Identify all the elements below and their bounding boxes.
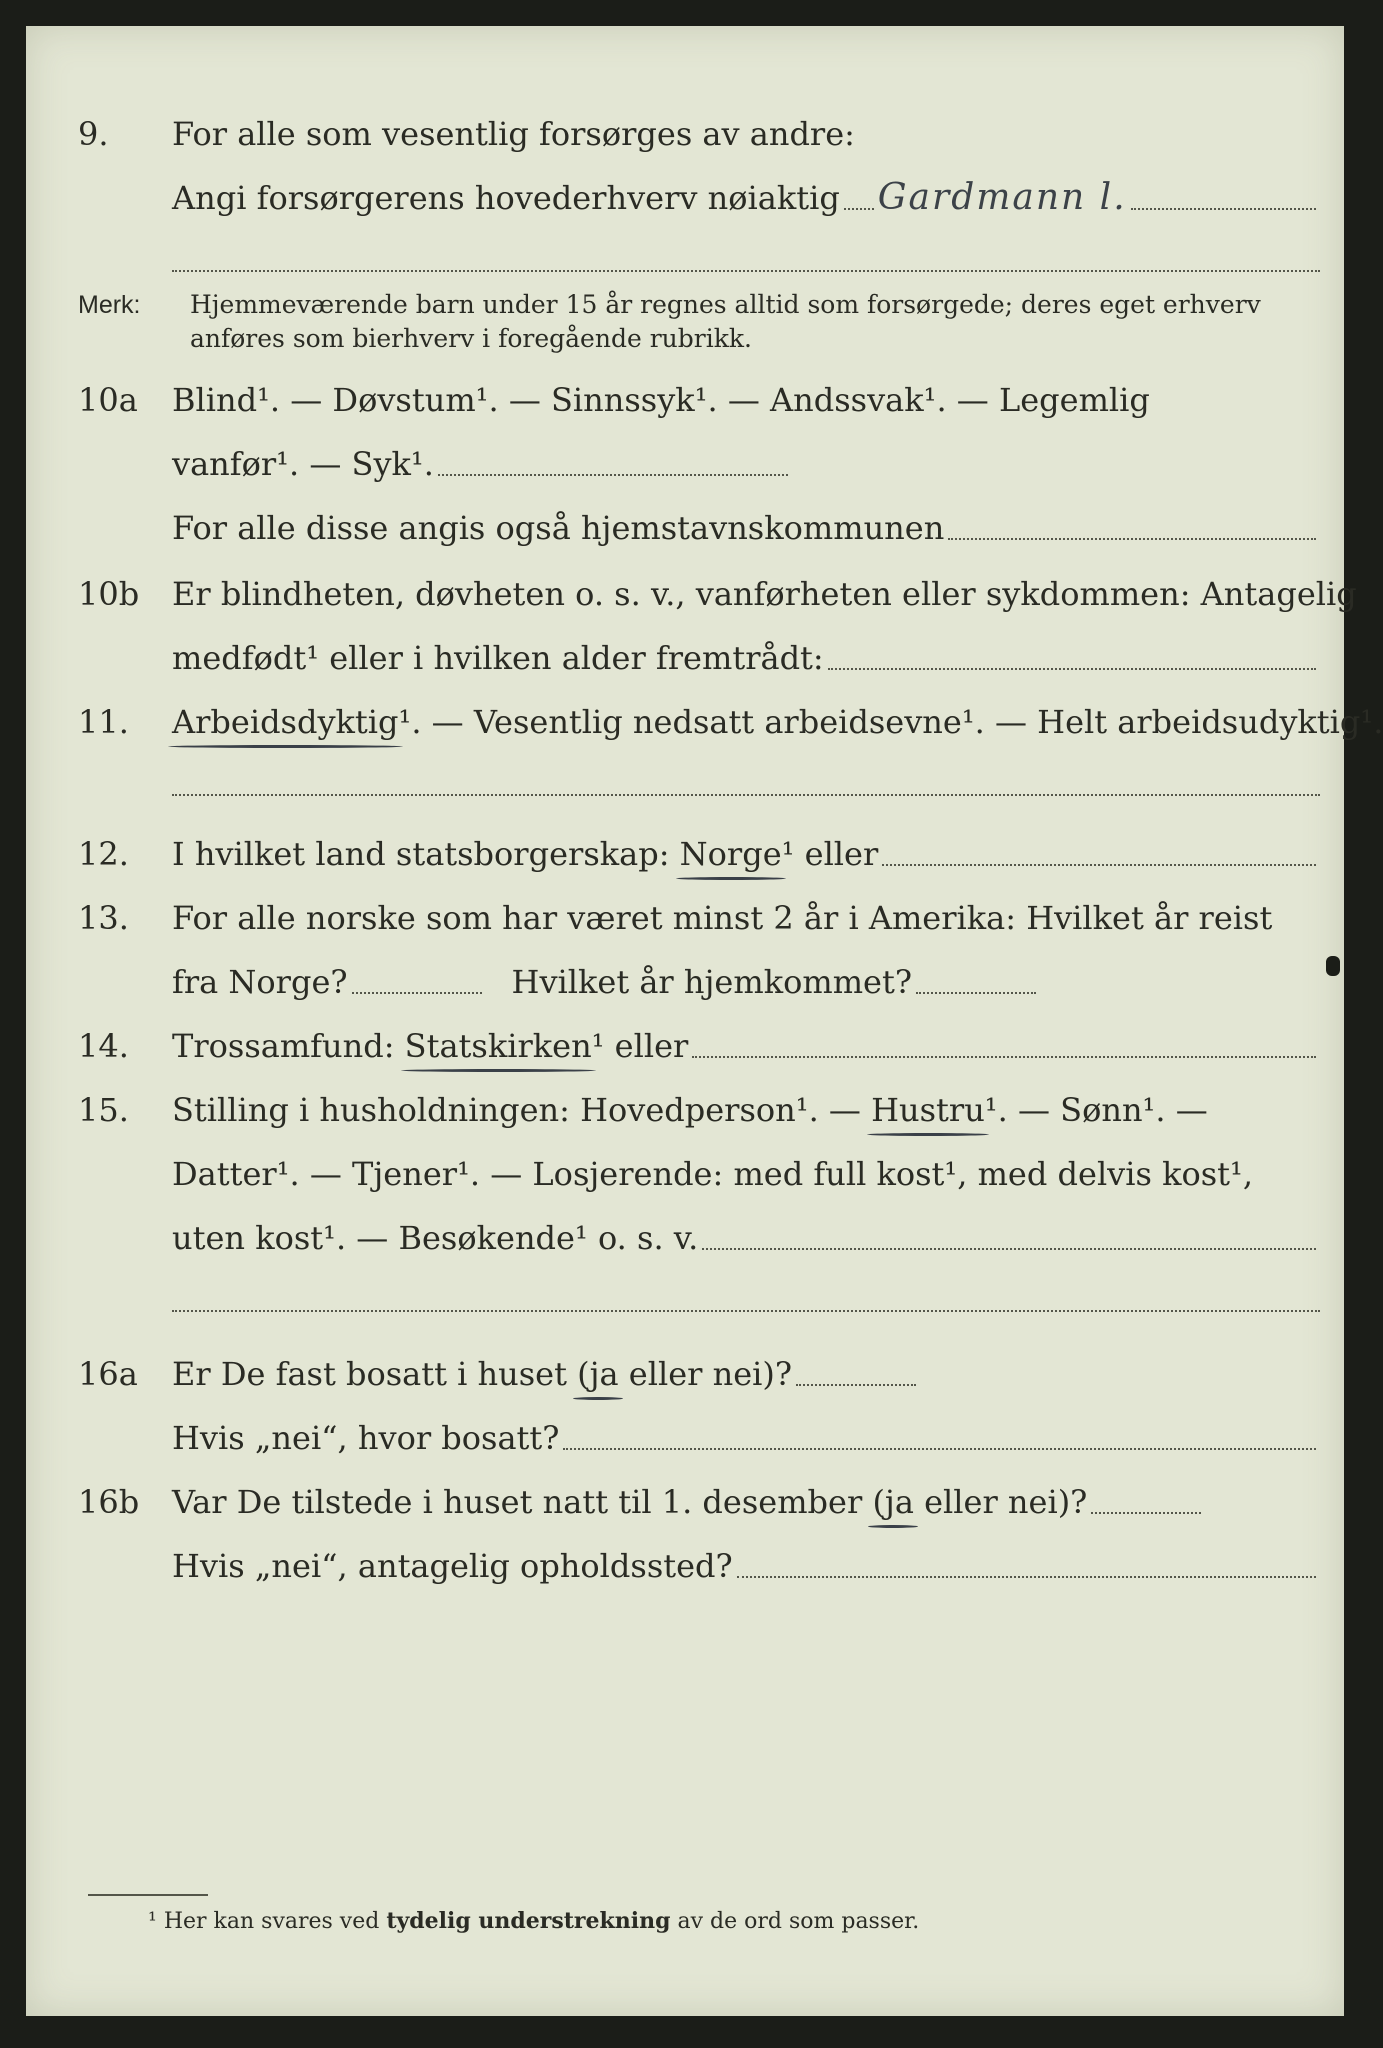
q13-text-1: For alle norske som har været minst 2 år i Amerika: Hvilket år reist [172,899,1273,937]
q16a-answer-line-1[interactable] [796,1384,916,1386]
q15-answer-line[interactable] [702,1248,1316,1250]
q10a-answer-line-2[interactable] [948,538,1316,540]
q16b-number: 16b [78,1483,140,1521]
footnote [148,1906,919,1937]
q15-text-1a: Stilling i husholdningen: Hovedperson¹. — [172,1091,872,1129]
q10b-number: 10b [78,575,140,613]
q16b-option-ja[interactable]: (ja [872,1483,914,1521]
q14-answer-line[interactable] [692,1056,1316,1058]
q10a-text-1: Blind¹. — Døvstum¹. — Sinnssyk¹. — Andssvak¹. — Legemlig [172,381,1150,419]
q11-extra-line [172,794,1320,796]
q16a-text-1a: Er De fast bosatt i huset [172,1355,578,1393]
q9-extra-line [172,270,1320,272]
q12-option-norge[interactable]: Norge [679,835,782,873]
footnote-text-a: Her kan svares ved [163,1909,387,1934]
q14-option-statskirken[interactable]: Statskirken [404,1027,592,1065]
footnote-text-c: av de ord som passer. [670,1909,920,1934]
q9-number: 9. [78,115,109,153]
q10a-text-2: vanfør¹. — Syk¹. [172,445,434,483]
q16b-text-1a: Var De tilstede i huset natt til 1. desember [172,1483,873,1521]
q9-text-2: Angi forsørgerens hovederhverv nøiaktig [172,179,840,217]
q13-text-2a: fra Norge? [172,963,348,1001]
q12-text-post: ¹ eller [781,835,879,873]
q10a-number: 10a [78,381,138,419]
q14-text-post: ¹ eller [591,1027,689,1065]
q12-answer-line[interactable] [882,864,1316,866]
q15-text-1b: ¹. — Sønn¹. — [984,1091,1208,1129]
q10a-answer-line-1[interactable] [438,474,788,476]
q9-leader [844,208,874,210]
q14-text: Trossamfund: [172,1027,405,1065]
q16a-answer-line-2[interactable] [563,1448,1316,1450]
q12-number: 12. [78,835,129,873]
q10b-answer-line[interactable] [828,668,1316,670]
q16b-answer-line-2[interactable] [737,1576,1316,1578]
q15-option-hustru[interactable]: Hustru [871,1091,985,1129]
q15-number: 15. [78,1091,129,1129]
q10a-text-3: For alle disse angis også hjemstavnskommunen [172,509,945,547]
q11-text: ¹. — Vesentlig nedsatt arbeidsevne¹. — Helt arbeidsudyktig¹. [398,703,1383,741]
q15-text-3: uten kost¹. — Besøkende¹ o. s. v. [172,1219,699,1257]
q13-answer-line-2[interactable] [916,992,1036,994]
q16a-option-ja[interactable]: (ja [577,1355,619,1393]
q11-option-arbeidsdyktig[interactable]: Arbeidsdyktig [172,703,399,741]
q9-answer-line [1131,208,1316,210]
q9-handwritten-answer[interactable]: Gardmann l. [877,177,1127,218]
page-edge-mark [1326,956,1340,976]
q13-text-2b: Hvilket år hjemkommet? [511,963,912,1001]
q10b-text-1: Er blindheten, døvheten o. s. v., vanførheten eller sykdommen: Antagelig [172,575,1357,613]
q16a-number: 16a [78,1355,138,1393]
q10b-text-2: medfødt¹ eller i hvilken alder fremtrådt: [172,639,824,677]
q11-number: 11. [78,703,129,741]
footnote-text-b: tydelig understrekning [386,1908,671,1934]
census-form-page [26,26,1383,2016]
q13-answer-line-1[interactable] [352,992,482,994]
q9-text-1: For alle som vesentlig forsørges av andre: [172,115,855,153]
merk-text: Hjemmeværende barn under 15 år regnes alltid som forsørgede; deres eget erhverv anføres som bierhverv i foregående rubrikk. [190,290,1261,353]
q16b-text-2: Hvis „nei“, antagelig opholdssted? [172,1547,733,1585]
q14-number: 14. [78,1027,129,1065]
footnote-mark: ¹ [148,1909,157,1934]
q13-number: 13. [78,899,129,937]
merk-label: Merk: [78,291,141,319]
footnote-rule [88,1894,208,1896]
q15-extra-line [172,1310,1320,1312]
q16b-text-1b: eller nei)? [913,1483,1088,1521]
q16b-answer-line-1[interactable] [1091,1512,1201,1514]
q16a-text-1b: eller nei)? [618,1355,793,1393]
q15-text-2: Datter¹. — Tjener¹. — Losjerende: med full kost¹, med delvis kost¹, [172,1155,1254,1193]
q16a-text-2: Hvis „nei“, hvor bosatt? [172,1419,560,1457]
q12-text: I hvilket land statsborgerskap: [172,835,680,873]
